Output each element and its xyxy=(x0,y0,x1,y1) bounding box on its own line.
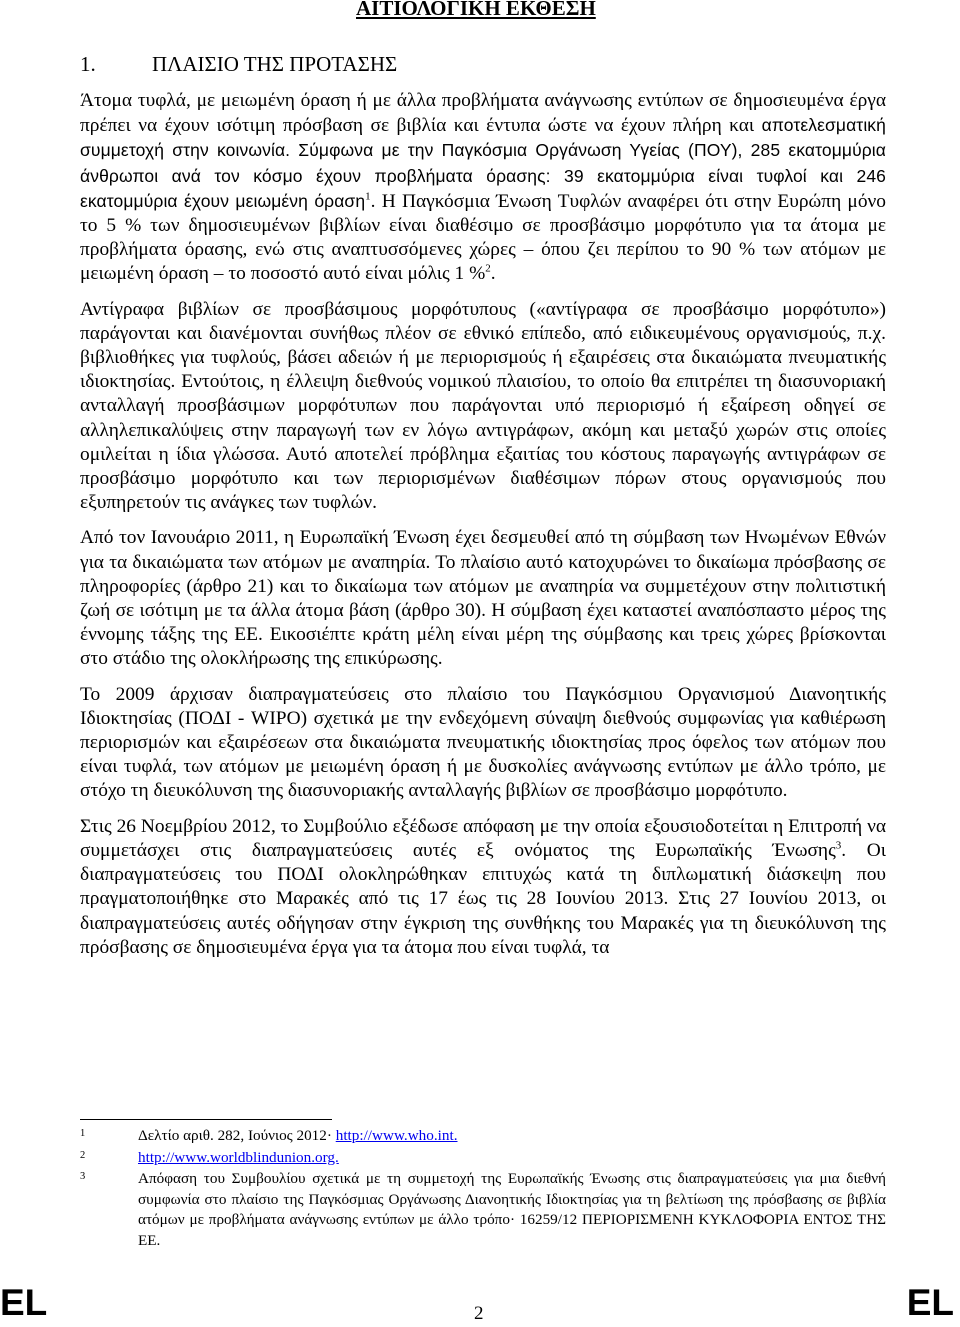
paragraph-3: Από τον Ιανουάριο 2011, η Ευρωπαϊκή Ένωση έχει δεσμευθεί από τη σύμβαση των Ηνωμένων Εθνών για τα δικαιώματα των ατόμων με αναπηρία. Το πλαίσιο αυτό κατοχυρώνει το δικαίωμα πρόσβασης σε πληροφορίες (άρθρο 21) και το δικαίωμα των ατόμων με αναπηρία να συμμετέχουν στην πολιτιστική ζωή σε ισότιμη με τα άλλα άτομα βάση (άρθρο 30). Η σύμβαση έχει καταστεί αναπόσπαστο μέρος της έννομης τάξης της ΕΕ. Εικοσιέπτε κράτη μέλη είναι μέρη της σύμβασης και τρεις χώρες βρίσκονται στο στάδιο της ολοκλήρωσης της επικύρωσης. xyxy=(80,527,886,670)
footnote-number: 3 xyxy=(80,1171,86,1182)
footnote-number: 1 xyxy=(80,1128,86,1139)
footnote-text: Απόφαση του Συμβουλίου σχετικά με τη συμμετοχή της Ευρωπαϊκής Ένωσης στις διαπραγματεύσεις για μια διεθνή συμφωνία στο πλαίσιο της Παγκόσμιας Οργάνωσης Διανοητικής Ιδιοκτησίας για τη βελτίωση της πρόσβασης σε βιβλία ατόμων με προβλήματα ανάγνωσης εντύπων με άλλο τρόπο· 16259/12 ΠΕΡΙΟΡΙΣΜΕΝΗ ΚΥΚΛΟΦΟΡΙΑ ΕΝΤΟΣ ΤΗΣ ΕΕ. xyxy=(138,1170,886,1249)
footnote-link[interactable]: http://www.worldblindunion.org. xyxy=(138,1148,339,1166)
body-text xyxy=(80,89,886,971)
footnote-number: 2 xyxy=(80,1149,86,1161)
document-title: ΑΙΤΙΟΛΟΓΙΚΗ ΕΚΘΕΣΗ xyxy=(356,0,596,20)
language-code-right: EL xyxy=(906,1282,954,1323)
footnote-separator xyxy=(80,1119,332,1120)
section-heading xyxy=(80,52,397,77)
language-code-left: EL xyxy=(0,1282,48,1323)
paragraph-5-part-b: . Οι διαπραγματεύσεις του ΠΟΔΙ ολοκληρώθηκαν επιτυχώς κατά τη διπλωματική διάσκεψη που πραγματοποιήθηκε στο Μαρακές από τις 17 έως τις 28 Ιουνίου 2013. Στις 27 Ιουνίου 2013, οι διαπραγματεύσεις αυτές οδήγησαν στην έγκριση της συνθήκης του Μαρακές για τη διευκόλυνση της πρόσβασης σε δημοσιευμένα έργα για τα άτομα που είναι τυφλά, τα xyxy=(80,839,886,958)
paragraph-5-part-a: Στις 26 Νοεμβρίου 2012, το Συμβούλιο εξέδωσε απόφαση με την οποία εξουσιοδοτείται η Επιτροπή να συμμετάσχει στις διαπραγματεύσεις αυτές εξ ονόματος της Ευρωπαϊκής Ένωσης xyxy=(80,815,886,861)
footnote-ref-1[interactable]: 1 xyxy=(365,190,371,203)
footnote-1 xyxy=(80,1126,886,1147)
footnote-ref-3[interactable]: 3 xyxy=(835,839,842,852)
section-title: ΠΛΑΙΣΙΟ ΤΗΣ ΠΡΟΤΑΣΗΣ xyxy=(152,52,398,76)
footnote-text: Δελτίο αριθ. 282, Ιούνιος 2012· xyxy=(138,1127,336,1144)
paragraph-1-part-c: . Η Παγκόσμια Ένωση Τυφλών αναφέρει ότι στην Ευρώπη μόνο το 5 % των δημοσιευμένων βιβλίων είναι διαθέσιμο σε προσβάσιμο μορφότυπο για τα άτομα με προβλήματα όρασης, ενώ στις αναπτυσσόμενες χώρες – όπου ζει περίπου το 90 % των ατόμων με μειωμένη όραση – το ποσοστό αυτό είναι μόλις 1 % xyxy=(80,190,886,285)
footnotes xyxy=(80,1126,886,1252)
footnote-link[interactable]: http://www.who.int. xyxy=(335,1127,458,1144)
section-number: 1. xyxy=(80,52,96,76)
footnote-2 xyxy=(80,1148,886,1169)
paragraph-5 xyxy=(80,815,886,960)
paragraph-2: Αντίγραφα βιβλίων σε προσβάσιμους μορφότυπους («αντίγραφα σε προσβάσιμο μορφότυπο») παράγονται και διανέμονται συνήθως πλέον σε εθνικό επίπεδο, από ειδικευμένους οργανισμούς, π.χ. βιβλιοθήκες για τυφλούς, βάσει αδειών ή με περιορισμούς ή εξαιρέσεις στα δικαιώματα πνευματικής ιδιοκτησίας. Εντούτοις, η έλλειψη διεθνούς νομικού πλαισίου, το οποίο θα επιτρέπει τη διασυνοριακή ανταλλαγή προσβάσιμων μορφότυπων που παράγονται υπό περιορισμό ή εξαίρεση οδηγεί σε αλληλεπικαλύψεις στην παραγωγή των εν λόγω αντιγράφων, ακόμη και μεταξύ χωρών στις οποίες ομιλείται η ίδια γλώσσα. Αυτό αποτελεί πρόβλημα εξαιτίας του κόστους παραγωγής αντιγράφων σε προσβάσιμο μορφότυπο και των περιορισμένων διαθέσιμων πόρων στους οργανισμούς που εξυπηρετούν τις ανάγκες των τυφλών. xyxy=(80,298,886,514)
footnote-ref-2[interactable]: 2 xyxy=(485,262,491,275)
page-number: 2 xyxy=(474,1303,484,1324)
paragraph-1-part-b: αποτελεσματική συμμετοχή στην κοινωνία. Σύμφωνα με την Παγκόσμια Οργάνωση Υγείας (ΠΟΥ), 285 εκατομμύρια άνθρωποι ανά τον κόσμο έχουν προβλήματα όρασης: 39 εκατομμύρια είναι τυφλοί και 246 εκατομμύρια έχουν μειωμένη όραση xyxy=(80,115,886,211)
paragraph-1-part-d: . xyxy=(490,263,496,285)
paragraph-1 xyxy=(80,89,886,287)
paragraph-1-part-a: Άτομα τυφλά, με μειωμένη όραση ή με άλλα προβλήματα ανάγνωσης εντύπων σε δημοσιευμένα έργα πρέπει να έχουν ισότιμη πρόσβαση σε βιβλία και έντυπα ώστε να έχουν πλήρη και xyxy=(80,90,886,137)
footnote-3 xyxy=(80,1169,886,1251)
paragraph-4: Το 2009 άρχισαν διαπραγματεύσεις στο πλαίσιο του Παγκόσμιου Οργανισμού Διανοητικής Ιδιοκτησίας (ΠΟΔΙ - WIPO) σχετικά με την ενδεχόμενη σύναψη διεθνούς συμφωνίας για καθιέρωση περιορισμών και εξαιρέσεων στα δικαιώματα πνευματικής ιδιοκτησίας προς όφελος των ατόμων που είναι τυφλά, των ατόμων με μειωμένη όραση ή με δυσκολίες ανάγνωσης εντύπων με άλλο τρόπο, με στόχο τη διευκόλυνση της διασυνοριακής ανταλλαγής βιβλίων σε προσβάσιμο μορφότυπο. xyxy=(80,683,886,802)
